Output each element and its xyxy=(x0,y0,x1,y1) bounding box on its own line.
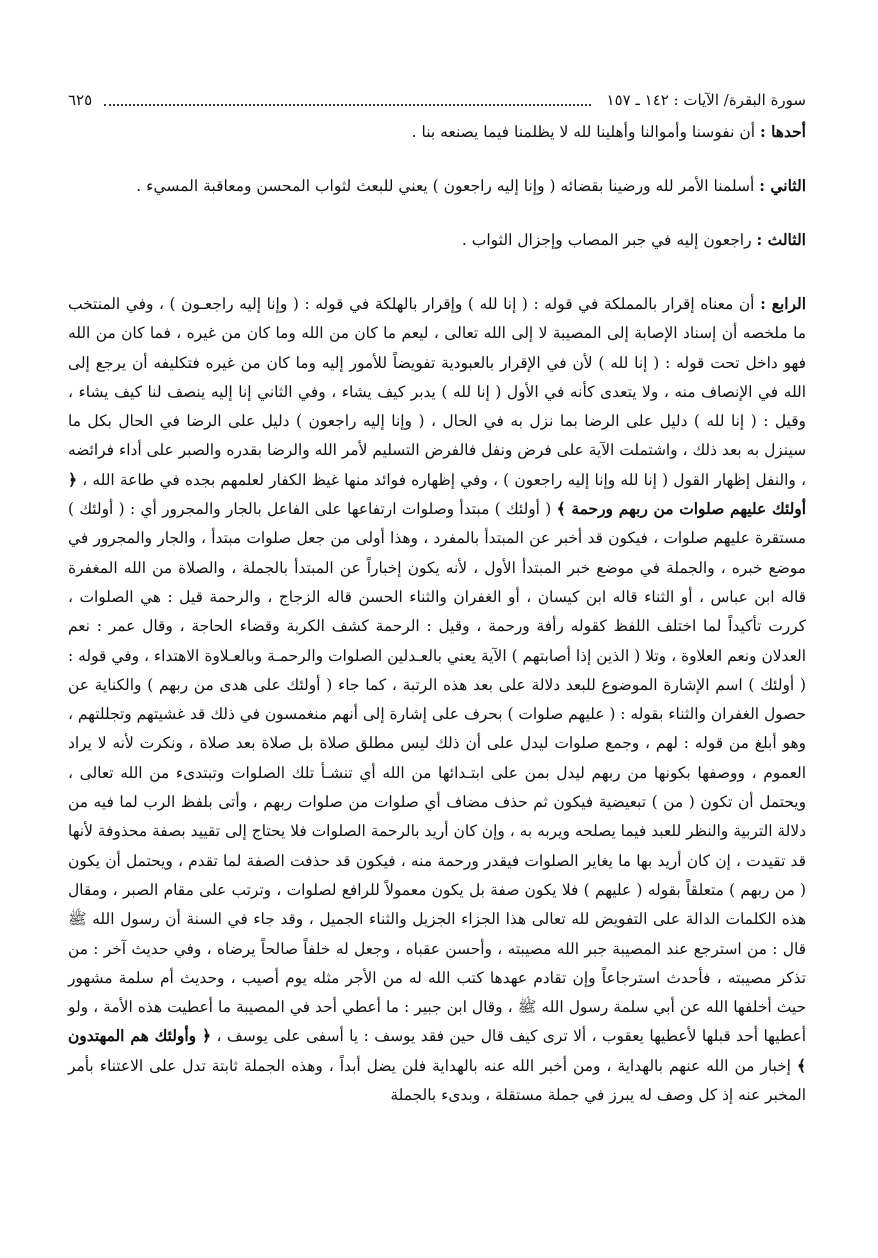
header-title: سورة البقرة/ الآيات : ١٤٢ ـ ١٥٧ xyxy=(606,91,806,109)
paragraph-third xyxy=(68,228,806,252)
paragraph-text: أسلمنا الأمر لله ورضينا بقضائه ( وإنا إليه راجعون ) يعني للبعث لثواب المحسن ومعاقبة المسيء . xyxy=(136,177,760,195)
paragraph-lead: أحدها : xyxy=(759,122,806,141)
paragraph-text: راجعون إليه في جبر المصاب وإجزال الثواب . xyxy=(461,231,757,249)
paragraph-lead: الرابع : xyxy=(760,295,807,313)
quran-verse-2: ﴿ وأولئك هم المهتدون ﴾ xyxy=(68,1027,806,1075)
page-number: ٦٢٥ xyxy=(68,91,93,109)
paragraph-first xyxy=(68,120,806,144)
running-header xyxy=(68,86,806,114)
body-text-part-3: إخبار من الله عنهم بالهداية ، ومن أخبر الله عنه بالهداية فلن يضل أبداً ، وهذه الجملة ثابتة تدل على الاعتناء بأمر المخبر عنه إذ كل وصف له يبرز في جملة مستقلة ، وبدىء بالجملة xyxy=(68,1056,806,1105)
paragraph-text: أن نفوسنا وأموالنا وأهلينا لله لا يظلمنا فيما يصنعه بنا . xyxy=(411,123,760,141)
body-text-part-1: أن معناه إقرار بالمملكة في قوله : ( إنا لله ) وإقرار بالهلكة في قوله : ( وإنا إليه راجعـون ) ، وفي المنتخب ما ملخصه أن إسناد الإصابة إلى المصيبة لا إلى الله تعالى ، ليعم ما كان من الله وما كان من غيره ، فما كان من الله فهو داخل تحت قوله : ( إنا لله ) لأن في الإقرار بالعبودية تفويضاً للأمور إليه وما كان من غيره فتكليفه أن يرجع إلى الله في الإنصاف منه ، ولا يتعدى كأنه في الأول ( إنا لله ) يدبر كيف يشاء ، وفي الثاني إنا إليه ينصف لنا كيف يشاء ، وقيل : ( إنا لله ) دليل على الرضا بما نزل به في الحال ، ( وإنا إليه راجعون ) دليل على الرضا في الحال بكل ما سينزل به بعد ذلك ، واشتملت الآية على فرض ونفل فالفرض التسليم لأمر الله والرضا بقدره والصبر على أداء فرائضه ، والنفل إظهار القول ( إنا لله وإنا إليه راجعون ) ، وفي إظهاره فوائد منها غيظ الكفار لعلمهم بجده في طاعة الله ، xyxy=(68,295,806,489)
main-text-block xyxy=(68,290,806,1110)
header-dot-leader xyxy=(104,94,590,106)
paragraph-second xyxy=(68,174,806,198)
body-text-part-2: ( أولئك ) مبتدأ وصلوات ارتفاعها على الفاعل بالجار والمجرور أي : ( أولئك ) مستقرة عليهم صلوات ، فيكون قد أخبر عن المبتدأ بالمفرد ، وهذا أولى من جعل صلوات مبتدأ ، والجار والمجرور في موضع خبره ، والجملة في موضع خبر المبتدأ الأول ، لأنه يكون إخباراً عن المبتدأ بالجملة ، والصلاة من الله المغفرة قاله ابن عباس ، أو الثناء قاله ابن كيسان ، أو الغفران والثناء الحسن قاله الزجاج ، والرحمة قيل : هي الصلوات ، كررت تأكيداً لما اختلف اللفظ كقوله رأفة ورحمة ، وقيل : الرحمة كشف الكربة وقضاء الحاجة ، وقال عمر : نعم العدلان ونعم العلاوة ، وتلا ( الذين إذا أصابتهم ) الآية يعني بالعـدلين الصلوات والرحمـة وبالعـلاوة الاهتداء ، وفي قوله : ( أولئك ) اسم الإشارة الموضوع للبعد دلالة على بعد هذه الرتبة ، كما جاء ( أولئك على هدى من ربهم ) والكناية عن حصول الغفران والثناء بقوله : ( عليهم صلوات ) بحرف على إشارة إلى أنهم منغمسون في ذلك قد غشيتهم وتجللتهم ، وهو أبلغ من قوله : لهم ، وجمع صلوات ليدل على أن ذلك ليس مطلق صلاة بل صلاة بعد صلاة ، ونكرت لأنه لا يراد العموم ، ووصفها بكونها من ربهم ليدل بمن على ابتـدائها من الله أي تنشـأ تلك الصلوات وتبتدىء من الله تعالى ، ويحتمل أن تكون ( من ) تبعيضية فيكون ثم حذف مضاف أي صلوات من صلوات ربهم ، وأتى بلفظ الرب لما فيه من دلالة التربية والنظر للعبد فيما يصلحه ويربه به ، وإن كان أريد بالرحمة الصلوات فلا يحتاج إلى تقييد بصفة محذوفة لأنها قد تقيدت ، إن كان أريد بها ما يغاير الصلوات فيقدر ورحمة منه ، فيكون قد حذفت الصفة لما تقدم ، ويحتمل أن يكون ( من ربهم ) متعلقاً بقوله ( عليهم ) فلا يكون صفة بل يكون معمولاً للرافع لصلوات ، وترتب على مقام الصبر ، ومقال هذه الكلمات الدالة على التفويض لله تعالى هذا الجزاء الجزيل والثناء الجميل ، وقد جاء في السنة أن رسول الله ﷺ قال : من استرجع عند المصيبة جبر الله مصيبته ، وأحسن عقباه ، وجعل له خلفاً صالحاً يرضاه ، وفي حديث آخر : من تذكر مصيبته ، فأحدث استرجاعاً وإن تقادم عهدها كتب الله له من الأجر مثله يوم أصيب ، وحديث أم سلمة مشهور حيث أخلفها الله عن أبي سلمة رسول الله ﷺ ، وقال ابن جبير : ما أعطي أحد في المصيبة ما أعطيت هذه الأمة ، ولو أعطيها أحد قبلها لأعطيها يعقوب ، ألا ترى كيف قال حين فقد يوسف : يا أسفى على يوسف ، xyxy=(68,500,807,1046)
paragraph-lead: الثاني : xyxy=(759,176,806,195)
paragraph-lead: الثالث : xyxy=(756,230,806,249)
quran-verse-1: ﴿ أولئك عليهم صلوات من ربهم ورحمة ﴾ xyxy=(68,470,807,519)
